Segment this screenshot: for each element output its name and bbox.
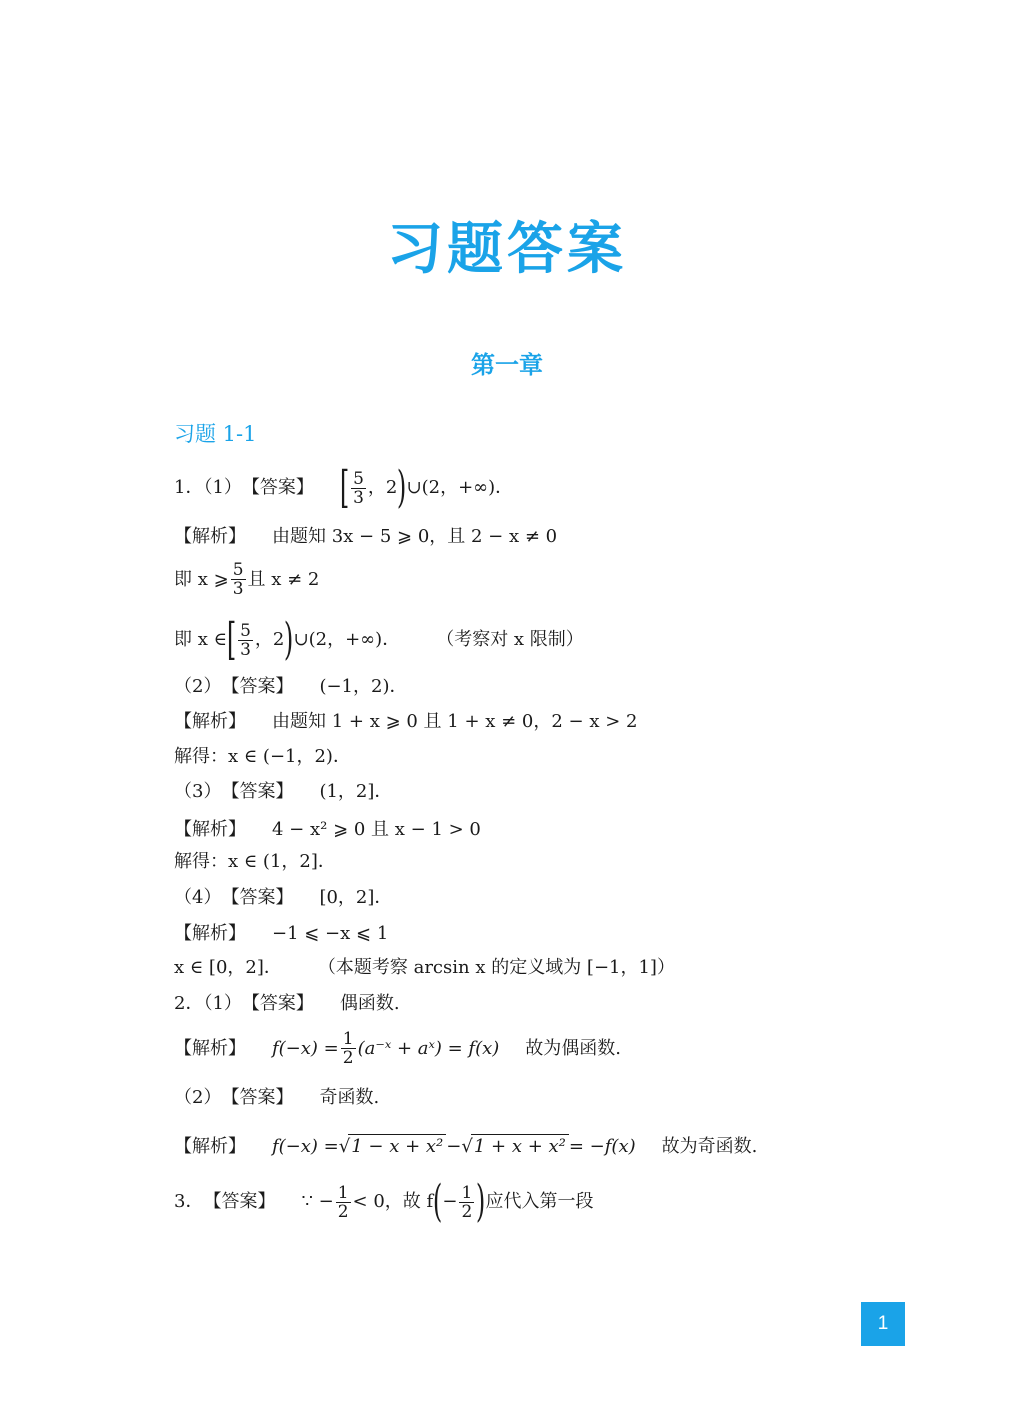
fraction: $\frac{5}{3}$ [240,620,251,660]
sqrt-sign: √ [461,1135,473,1157]
q1-4-analysis-line [174,922,388,946]
q1-4-solve-line [174,956,675,980]
formula-part: ∵ − [301,1191,334,1212]
fraction: $\frac{1}{2}$ [337,1182,349,1222]
analysis-text: 由题知 1 + x ⩾ 0 且 1 + x ≠ 0，2 − x > 2 [272,711,638,732]
answer-text: (−1，2)． [319,676,408,697]
answer-label: 【答案】 [221,1087,294,1108]
section-heading: 习题 1-1 [174,422,257,446]
q1-3-solve-line [174,850,336,874]
sqrt-sign: √ [338,1135,351,1157]
fraction-tail: ，2 [254,629,285,650]
fraction-tail: ，2 [367,477,398,498]
formula-part: 应代入第一段 [485,1191,594,1212]
analysis-label: 【解析】 [174,1135,246,1157]
ji-text: 即 x ⩾ [174,568,229,590]
right-paren: ) [284,614,294,665]
fraction: $\frac{5}{3}$ [232,560,244,599]
q1-2-solve-line [174,745,351,769]
analysis-text: 由题知 3x − 5 ⩾ 0，且 2 − x ≠ 0 [272,526,558,547]
q1-2-answer-line [174,675,407,699]
sqrt-body: 1 + x + x² [471,1134,569,1159]
note-text: （本题考察 arcsin x 的定义域为 [−1，1]） [317,957,675,978]
right-paren: ) [397,462,407,513]
left-bracket: [ [226,614,237,665]
q-number: 2．（1） [174,993,242,1014]
analysis-label: 【解析】 [174,819,246,840]
formula-part: − [446,1135,462,1157]
q2-1-answer-line [174,992,400,1016]
q2-2-answer-line [174,1086,379,1110]
left-bracket: [ [339,462,350,513]
q1-2-analysis-line [174,710,637,734]
q-number: （2） [174,676,222,697]
answer-label: 【答案】 [241,993,314,1014]
q-number: （4） [174,887,222,908]
solve-text: x ∈ [0，2]． [174,957,282,978]
q-number: （2） [174,1087,222,1108]
q1-4-answer-line [174,886,392,910]
q1-1-ji-line-1 [174,561,319,598]
answer-label: 【答案】 [221,676,294,697]
solve-label: 解得： [174,851,228,872]
formula-part: = −f(x) [568,1135,636,1157]
analysis-label: 【解析】 [174,923,246,944]
answer-text: 偶函数. [339,993,400,1014]
formula-part: < 0，故 f [352,1191,434,1212]
analysis-label: 【解析】 [174,526,246,547]
answer-label: 【答案】 [221,781,294,802]
fraction: $\frac{1}{2}$ [342,1029,354,1068]
answer-label: 【答案】 [203,1191,276,1212]
page-number: 1 [861,1302,905,1346]
q1-3-answer-line [174,780,392,804]
formula-part: f(−x) = [272,1037,339,1059]
q-number: （3） [174,781,222,802]
q1-1-answer-line [174,462,514,513]
note-text: （考察对 x 限制） [436,629,584,650]
analysis-label: 【解析】 [174,1037,246,1059]
q1-1-analysis-line [174,525,557,549]
answer-label: 【答案】 [221,887,294,908]
page-title: 习题答案 [387,217,627,282]
q3-answer-line [174,1176,594,1227]
solve-text: x ∈ (1，2]． [228,851,336,872]
note-text: 故为奇函数. [661,1135,758,1157]
analysis-text: −1 ⩽ −x ⩽ 1 [272,923,389,944]
left-paren: ( [433,1176,443,1227]
analysis-label: 【解析】 [174,711,246,732]
formula-part: f(−x) = [272,1135,339,1157]
ji-text-tail: 且 x ≠ 2 [247,568,320,590]
q1-3-analysis-line [174,818,481,842]
q1-1-ji-line-2 [174,614,584,665]
right-paren: ) [476,1176,486,1227]
answer-text: (1，2]． [319,781,393,802]
analysis-text: 4 − x² ⩾ 0 且 x − 1 > 0 [272,819,481,840]
solve-text: x ∈ (−1，2)． [228,746,351,767]
answer-label: 【答案】 [241,477,314,498]
formula-part: (a⁻ˣ + aˣ) = f(x) [357,1037,500,1059]
q2-2-analysis-line [174,1134,757,1159]
ji-text-tail: ∪(2，+∞)． [293,629,401,650]
ji-text: 即 x ∈ [174,629,227,650]
q2-1-analysis-line [174,1030,621,1067]
solve-label: 解得： [174,746,228,767]
answer-text: 奇函数. [319,1087,380,1108]
fraction: $\frac{1}{2}$ [461,1182,473,1222]
fraction: $\frac{5}{3}$ [353,468,364,508]
minus-sign: − [442,1191,458,1212]
answer-text: [0，2]． [319,887,393,908]
note-text: 故为偶函数. [525,1037,622,1059]
answer-tail: ∪(2，+∞)． [406,477,514,498]
chapter-heading: 第一章 [471,350,543,379]
sqrt-body: 1 − x + x² [348,1134,446,1159]
q-number: 1．（1） [174,477,242,498]
q-number: 3． [174,1191,204,1212]
